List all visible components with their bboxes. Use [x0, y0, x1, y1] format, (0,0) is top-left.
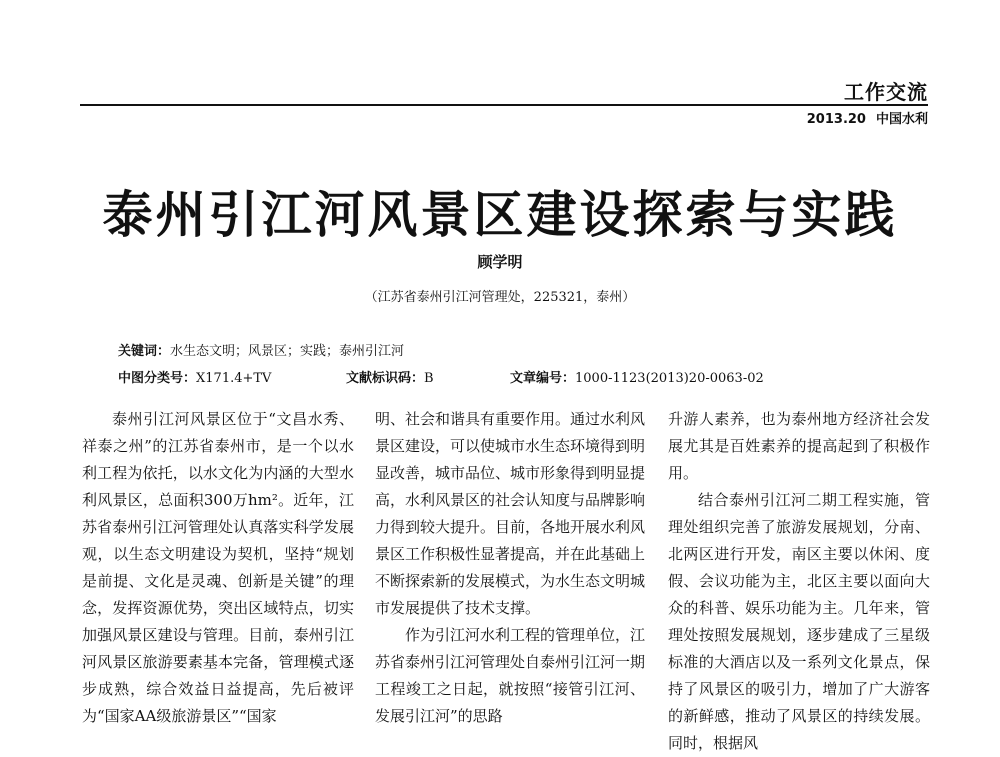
doc-code-line — [346, 367, 434, 386]
keywords-value: 水生态文明；风景区；实践；泰州引江河 — [170, 344, 405, 359]
article-no-value: 1000-1123(2013)20-0063-02 — [575, 371, 764, 386]
section-title: 工作交流 — [844, 80, 928, 104]
body-column-2 — [375, 406, 645, 730]
article-no-line — [510, 367, 764, 386]
author-name: 顾学明 — [477, 253, 523, 271]
article-no-label: 文章编号： — [510, 371, 576, 386]
body-column-3 — [668, 406, 930, 757]
paragraph: 结合泰州引江河二期工程实施，管理处组织完善了旅游发展规划，分南、北两区进行开发，南区主要以休闲、度假、会议功能为主，北区主要以面向大众的科普、娱乐功能为主。几年来，管理处按照发展规划，逐步建成了三星级标准的大酒店以及一系列文化景点，保持了风景区的吸引力，增加了广大游客的新鲜感，推动了风景区的持续发展。同时，根据风 — [668, 491, 930, 752]
author-affiliation: （江苏省泰州引江河管理处，225321，泰州） — [364, 290, 636, 305]
keywords-line — [118, 340, 404, 359]
paragraph: 升游人素养，也为泰州地方经济社会发展尤其是百姓素养的提高起到了积极作用。 — [668, 410, 930, 482]
body-column-1 — [82, 406, 354, 730]
paragraph: 作为引江河水利工程的管理单位，江苏省泰州引江河管理处自泰州引江河一期工程竣工之日起，就按照“接管引江河、发展引江河”的思路 — [375, 626, 646, 725]
paragraph: 泰州引江河风景区位于“文昌水秀、祥泰之州”的江苏省泰州市，是一个以水利工程为依托，以水文化为内涵的大型水利风景区，总面积300万hm²。近年，江苏省泰州引江河管理处认真落实科学发展观，以生态文明建设为契机，坚持“规划是前提、文化是灵魂、创新是关键”的理念，发挥资源优势，突出区域特点，切实加强风景区建设与管理。目前，泰州引江河风景区旅游要素基本完备，管理模式逐步成熟，综合效益日益提高，先后被评为“国家AA级旅游景区”“国家 — [82, 410, 354, 725]
article-title: 泰州引江河风景区建设探索与实践 — [102, 186, 898, 244]
paragraph: 明、社会和谐具有重要作用。通过水利风景区建设，可以使城市水生态环境得到明显改善，城市品位、城市形象得到明显提高，水利风景区的社会认知度与品牌影响力得到较大提升。目前，各地开展水利风景区工作积极性显著提高，并在此基础上不断探索新的发展模式，为水生态文明城市发展提供了技术支撑。 — [375, 410, 646, 617]
issue-number: 2013.20 — [806, 112, 866, 127]
doc-code-value: B — [424, 371, 434, 386]
header-rule — [80, 104, 928, 106]
clc-line — [118, 367, 271, 386]
issue-info — [797, 108, 928, 127]
clc-label: 中图分类号： — [118, 371, 197, 386]
keywords-label: 关键词： — [118, 344, 171, 359]
clc-value: X171.4+TV — [196, 371, 272, 386]
doc-code-label: 文献标识码： — [346, 371, 425, 386]
journal-name: 中国水利 — [875, 112, 928, 127]
